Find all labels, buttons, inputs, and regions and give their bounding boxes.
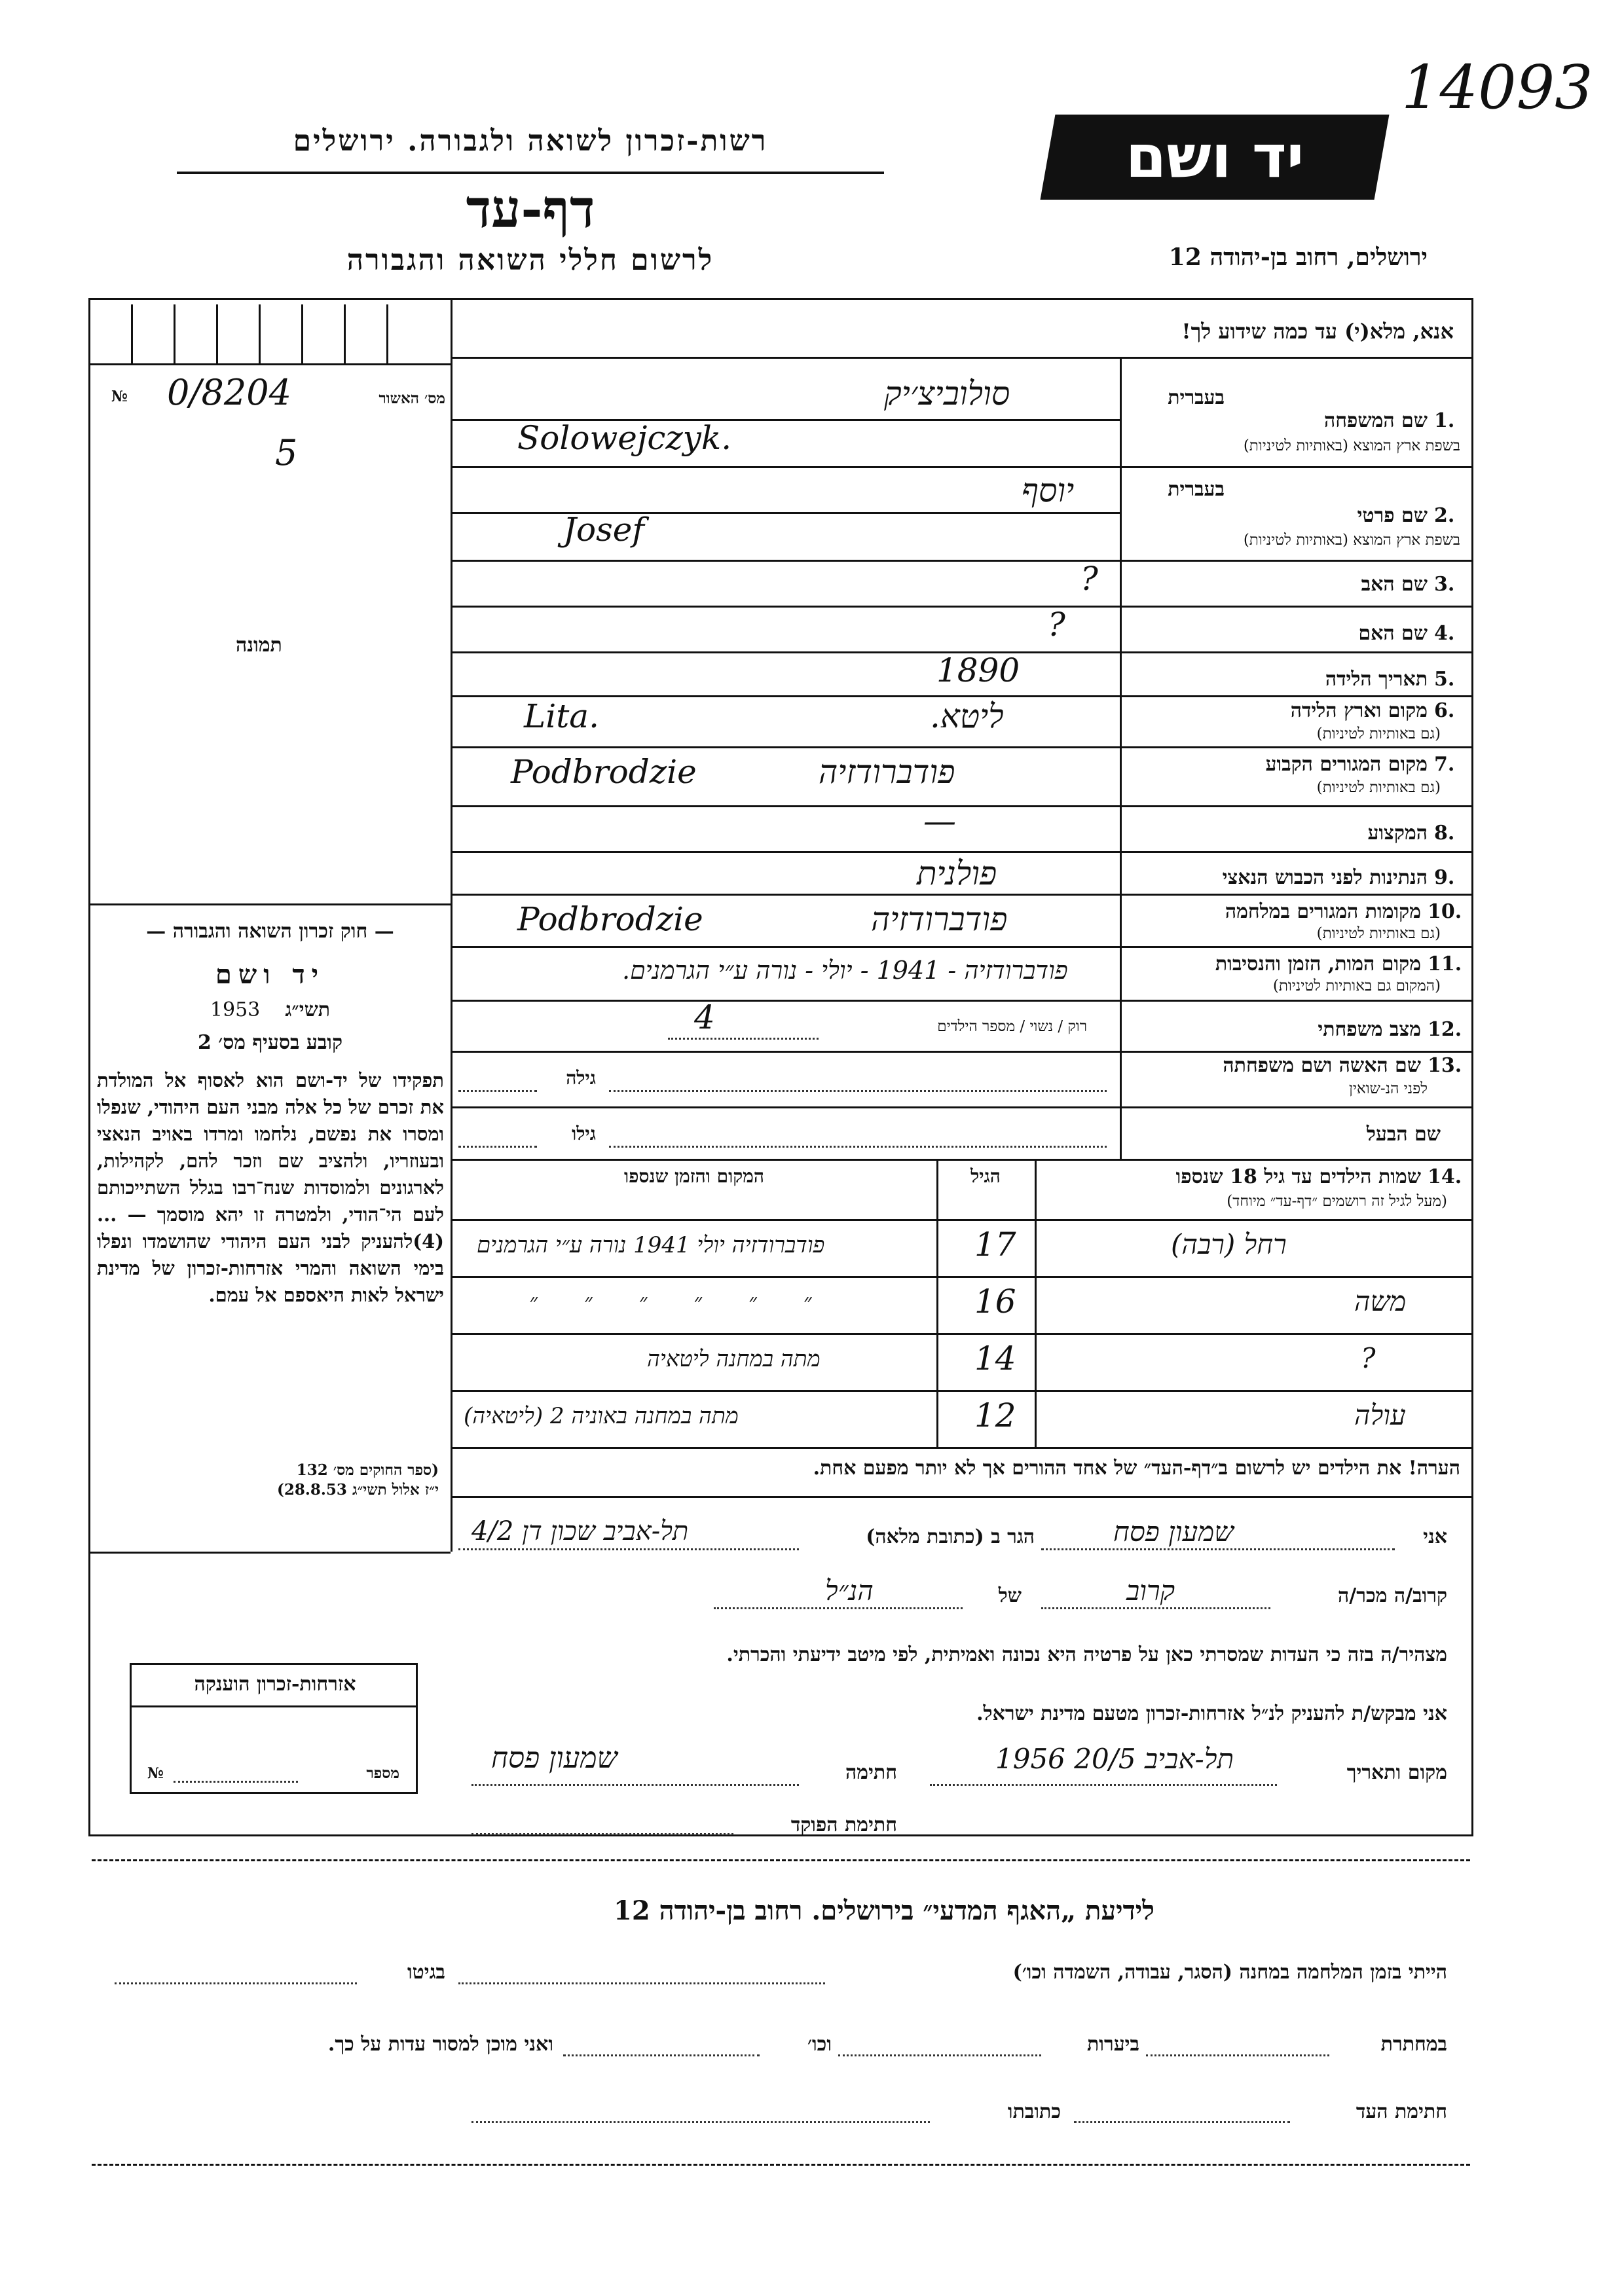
decl-relation-line: [1041, 1607, 1270, 1609]
citizenship-number-line: [174, 1781, 298, 1783]
decl-statement: מצהיר/ה בזה כי העדות שמסרתי כאן על פרטיה היא נכונה ואמיתית, לפי מיטב ידיעתי והכרתי.: [726, 1643, 1447, 1666]
children-note: הערה! את הילדים יש לרשום ב״דף-העד״ של אחד ההורים אך לא יותר מפעם אחת.: [813, 1457, 1460, 1480]
field-7-sub: (גם באותיות לטיניות): [1316, 779, 1441, 796]
decl-relative: קרוב/ה מכר/ה: [1338, 1584, 1447, 1607]
document-number: 14093: [1401, 52, 1593, 122]
field-13-num: 13.: [1428, 1054, 1462, 1077]
children-sub: (מעל לגיל זה רושמים ״דף-עד״ מיוחד): [1227, 1193, 1447, 1210]
children-count-line: [668, 1038, 819, 1040]
tick-cell: [344, 304, 346, 363]
decl-officer-line: [471, 1833, 733, 1835]
law-heading: — חוק זכרון השואה והגבורה —: [146, 920, 394, 943]
field-4-label: שם האם: [1358, 622, 1428, 645]
field-5-num: 5.: [1434, 668, 1455, 691]
row-line: [451, 1000, 1473, 1002]
decl-request: אני מבקש/ת להעניק לנ״ל אזרחות-זכרון מטעם מדינת ישראל.: [976, 1702, 1447, 1725]
decl-name-value: שמעון פסח: [1113, 1516, 1234, 1548]
footer-ghetto-line: [115, 1982, 357, 1984]
intro-rule: [451, 357, 1473, 359]
field-4-num: 4.: [1434, 622, 1455, 645]
footer-line2c: וכו׳: [807, 2033, 832, 2056]
field-6-num: 6.: [1434, 699, 1455, 722]
residence-hebrew-value: פודברודזיה: [819, 753, 955, 791]
footer-forest-line: [838, 2054, 1041, 2056]
field-11-sub: (המקום גם באותיות לטיניות): [1272, 977, 1441, 994]
wife-age-line: [458, 1090, 537, 1092]
citizenship-box-number: מספר: [366, 1764, 399, 1782]
footer-underground-line: [1146, 2054, 1329, 2056]
record-number-value: 0/8204: [167, 372, 291, 413]
field-6-label: מקום וארץ הלידה: [1290, 699, 1428, 722]
children-heading: שמות הילדים עד גיל 18 שנספו: [1175, 1165, 1421, 1188]
child-place: פודברודזיה יולי 1941 נורה ע״י הגרמנים: [477, 1232, 825, 1258]
field-1-label: שם המשפחה: [1323, 409, 1428, 432]
footer-camp-line: [458, 1982, 825, 1984]
footer-line3b: כתובתו: [1007, 2100, 1061, 2123]
field-8-num: 8.: [1434, 822, 1455, 845]
children-col-place: המקום והזמן שנספו: [624, 1165, 764, 1187]
field-3-num: 3.: [1434, 573, 1455, 596]
field-11-num: 11.: [1428, 953, 1462, 975]
record-number-sub: 5: [275, 432, 298, 473]
decl-address-line: [458, 1548, 799, 1550]
law-section: קובע בסעיף מס׳ 2: [197, 1031, 343, 1054]
profession-value: —: [923, 802, 956, 840]
field-7-label: מקום המגורים הקבוע: [1265, 753, 1428, 776]
citizenship-box-sign: №: [147, 1764, 164, 1782]
record-number-sign: №: [111, 388, 128, 405]
field-2-label: שם פרטי: [1357, 504, 1428, 527]
table-row: [451, 1276, 1473, 1333]
yad-vashem-logo: [1041, 115, 1390, 200]
footer-line2b: ביערות: [1086, 2033, 1139, 2056]
field-6-sub: (גם באותיות לטיניות): [1316, 725, 1441, 742]
child-age: 12: [974, 1396, 1016, 1434]
footer-witness-signature-line: [1074, 2121, 1290, 2123]
table-row: [451, 1333, 1473, 1390]
law-year-hebrew: תשי״ג: [285, 998, 331, 1021]
row-line: [451, 560, 1473, 562]
death-details-value: פודברודזיה - 1941 - יולי - נורה ע״י הגרמנים.: [622, 956, 1068, 985]
field-2-sub: בשפת ארץ המוצא (באותיות לטיניות): [1243, 532, 1460, 549]
row-line: [451, 851, 1473, 853]
authority-underline: [177, 172, 884, 174]
wartime-residence-latin-value: Podbrodzie: [517, 900, 703, 938]
field-8-label: המקצוע: [1367, 822, 1428, 845]
tick-cell: [174, 304, 175, 363]
footer-address-line: [471, 2121, 930, 2123]
field-1-num: 1.: [1434, 409, 1455, 432]
field-12-label: מצב משפחתי: [1318, 1018, 1421, 1041]
tick-cell: [259, 304, 261, 363]
decl-of-value: הנ״ל: [825, 1575, 874, 1607]
field-10-num: 10.: [1428, 900, 1462, 923]
decl-signature-value: שמעון פסח: [491, 1741, 618, 1775]
footer-bottom-line: [92, 2164, 1470, 2166]
firstname-hebrew-value: יוסף: [1022, 471, 1075, 509]
law-year: 1953: [210, 998, 261, 1021]
footer-title: לידיעת „האגף המדעי״ בירושלים. רחוב בן-יהודה 12: [613, 1895, 1155, 1926]
footer-line2a: במחתרת: [1380, 2033, 1447, 2056]
label-column-divider: [1120, 357, 1122, 1159]
decl-of: של: [998, 1584, 1022, 1607]
citizenship-value: פולנית: [917, 854, 997, 892]
birth-date-value: 1890: [936, 651, 1020, 689]
row-line: [451, 1051, 1473, 1053]
surname-latin-value: Solowejczyk.: [517, 419, 732, 457]
note-line: [451, 1496, 1473, 1498]
footer-line1b: בגיטו: [407, 1961, 445, 1984]
decl-of-line: [714, 1607, 963, 1609]
field-10-sub: (גם באותיות לטיניות): [1316, 925, 1441, 942]
tick-row-line: [88, 363, 452, 365]
birthplace-hebrew-value: ליטא.: [930, 697, 1004, 735]
row-line: [451, 746, 1473, 748]
row-line: [451, 1159, 1473, 1161]
birthplace-latin-value: Lita.: [524, 697, 599, 735]
intro-text: אנא, מלא(י) עד כמה שידוע לך!: [1181, 319, 1454, 344]
decl-relation-value: קרוב: [1126, 1575, 1175, 1607]
field-12-num: 12.: [1428, 1018, 1462, 1041]
row-line: [451, 466, 1473, 468]
row-line: [451, 894, 1473, 896]
field-7-num: 7.: [1434, 753, 1455, 776]
law-top-line: [88, 903, 451, 905]
firstname-latin-value: Josef: [563, 511, 644, 549]
wartime-residence-hebrew-value: פודברודזיה: [871, 900, 1008, 938]
child-name: רחל (רבה): [1171, 1228, 1287, 1260]
page-title: דף-עד: [466, 178, 595, 240]
row-line: [451, 1106, 1473, 1108]
footer-line3a: חתימת העד: [1356, 2100, 1447, 2123]
field-2-num: 2.: [1434, 504, 1455, 527]
tick-cell: [131, 304, 133, 363]
law-ref-2: י״ז אלול תשי״ג 28.8.53): [277, 1481, 439, 1499]
citizenship-box-title: אזרחות-זכרון הוענקה: [194, 1673, 356, 1696]
logo-text: יד ושם: [1125, 122, 1304, 191]
wife-age-label: גילה: [566, 1067, 596, 1089]
law-body: תפקידו של יד-ושם הוא לאסוף אל המולדת את זכרם של כל אלה מבני העם היהודי, שנפלו ומסרו את נפשם, נלחמו ומרדו באויב הנאצי ובעוזריו, ולהציב שם וזכר להם, לקהילות, לארגונים ולמוסדות שנח־רבו בגלל השתייכותם לעם הי־הודי, ולמטרה זו יהא מוסמך — ...(4)להעניק לבני העם היהודי שהושמדו ונפלו בימי השואה והמרי אזרחות-זכרון של מדינת ישראל לאות היאספם אל עמם.: [97, 1069, 444, 1306]
child-age: 14: [974, 1339, 1016, 1377]
authority-name: רשות-זכרון לשואה ולגבורה. ירושלים: [293, 124, 768, 158]
husband-age-line: [458, 1146, 537, 1148]
record-number-label: מס׳ האשור: [378, 390, 445, 407]
surname-hebrew-value: סולוביצ׳יק: [884, 374, 1010, 412]
child-age: 17: [974, 1226, 1016, 1264]
field-1-heb-tag: בעברית: [1168, 386, 1225, 409]
decl-place-date-value: תל-אביב 20/5 1956: [995, 1743, 1234, 1775]
child-age: 16: [974, 1283, 1016, 1321]
decl-ani: אני: [1423, 1525, 1447, 1548]
field-13-sub: לפני הנ-שואין: [1349, 1080, 1428, 1097]
table-row: [451, 1390, 1473, 1447]
field-5-label: תאריך הלידה: [1325, 668, 1428, 691]
photo-label: תמונה: [236, 634, 282, 657]
law-bottom-line: [88, 1552, 451, 1554]
children-num: 14.: [1428, 1165, 1462, 1188]
decl-officer: חתימת הפוקד: [790, 1813, 897, 1836]
father-name-value: ?: [1080, 560, 1098, 598]
field-9-num: 9.: [1434, 866, 1455, 889]
decl-place-date-line: [930, 1784, 1277, 1786]
decl-signature: חתימה: [845, 1761, 897, 1784]
child-place: מתה במחנה באוניה 2 (ליטאיה): [464, 1403, 739, 1429]
child-name: עולה: [1354, 1399, 1406, 1431]
residence-latin-value: Podbrodzie: [511, 753, 697, 791]
husband-label: שם הבעל: [1366, 1123, 1441, 1146]
citizenship-box-line: [130, 1705, 418, 1707]
children-count-value: 4: [694, 998, 715, 1036]
row-line: [451, 805, 1473, 807]
mother-name-value: ?: [1048, 606, 1065, 644]
tick-cell: [301, 304, 303, 363]
field-11-label: מקום המות, הזמן והנסיבות: [1215, 953, 1421, 975]
decl-signature-line: [471, 1784, 799, 1786]
row-line: [451, 1447, 1473, 1449]
office-address: ירושלים, רחוב בן-יהודה 12: [1168, 244, 1428, 271]
child-place: ״ ״ ״ ״ ״ ״: [529, 1289, 832, 1315]
table-row: [451, 1219, 1473, 1276]
law-ref-1: (ספר החוקים מס׳ 132: [296, 1461, 439, 1479]
husband-name-line: [609, 1146, 1107, 1148]
decl-residing: הגר ב (כתובת מלאה): [866, 1525, 1035, 1548]
decl-name-line: [1041, 1548, 1395, 1550]
wife-name-line: [609, 1090, 1107, 1092]
row-line: [451, 946, 1473, 948]
child-place: מתה במחנה ליטאיה: [647, 1346, 821, 1372]
row-line: [451, 606, 1473, 608]
children-col-age: הגיל: [970, 1165, 1001, 1187]
page-subtitle: לרשום חללי השואה והגבורה: [346, 244, 714, 277]
row-line: [451, 512, 1120, 514]
law-year-line: [98, 998, 442, 1021]
law-name: יד ושם: [215, 959, 325, 990]
decl-place-date: מקום ותאריך: [1346, 1761, 1447, 1784]
tick-cell: [386, 304, 388, 363]
footer-etc-line: [563, 2054, 760, 2056]
child-name: ?: [1361, 1342, 1376, 1374]
footer-line1a: הייתי בזמן המלחמה במחנה (הסגר, עבודה, השמדה וכו׳): [1012, 1961, 1447, 1984]
field-9-label: הנתינות לפני הכבוש הנאצי: [1222, 866, 1428, 889]
husband-age-label: גילו: [572, 1123, 596, 1144]
field-2-heb-tag: בעברית: [1168, 478, 1225, 501]
field-1-sub: בשפת ארץ המוצא (באותיות לטיניות): [1243, 437, 1460, 454]
field-10-label: מקומות המגורים במלחמה: [1225, 900, 1421, 923]
field-3-label: שם האב: [1361, 573, 1428, 596]
marital-options: רוק / נשוי / מספר הילדים: [937, 1018, 1087, 1035]
footer-line2d: ואני מוכן למסור עדות על כך.: [327, 2033, 553, 2056]
tick-cell: [216, 304, 218, 363]
child-name: משה: [1354, 1285, 1407, 1317]
field-13-label: שם האשה ושם משפחתה: [1223, 1054, 1421, 1077]
decl-address-value: תל-אביב שכון דן 4/2: [471, 1516, 689, 1546]
footer-separator: [92, 1859, 1470, 1861]
